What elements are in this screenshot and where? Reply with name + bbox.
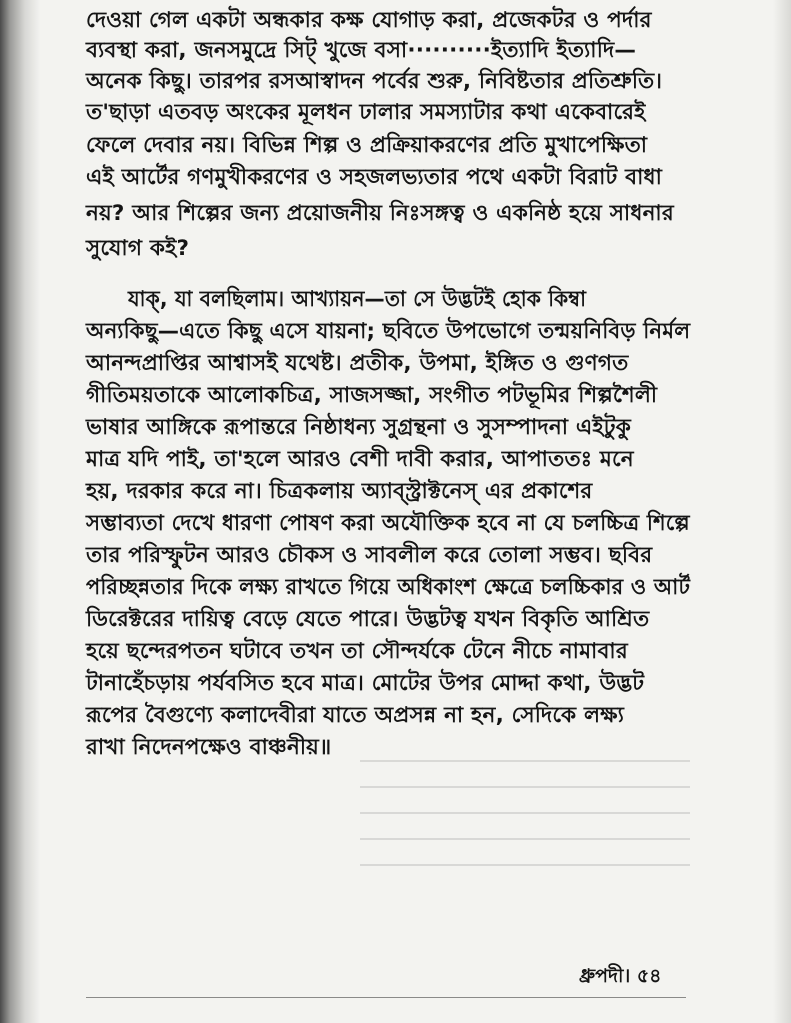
page-gutter-shadow <box>0 0 40 1023</box>
text-line: এই আর্টের গণমুখীকরণের ও সহজলভ্যতার পথে একটা বিরাট বাধা <box>86 165 663 190</box>
text-line: হয়ে ছন্দেরপতন ঘটাবে তখন তা সৌন্দর্যকে টেনে নীচে নামাবার <box>86 639 628 664</box>
page-footer: ধ্রুপদী। ৫৪ <box>579 965 662 987</box>
text-line: গীতিময়তাকে আলোকচিত্র, সাজসজ্জা, সংগীত পটভূমির শিল্পশৈলী <box>86 383 658 408</box>
text-line: সুযোগ কই? <box>86 236 190 261</box>
text-line: অনেক কিছু। তারপর রসআস্বাদন পর্বের শুরু, নিবিষ্টতার প্রতিশ্রুতি। <box>86 69 663 94</box>
bottom-rule <box>86 997 686 998</box>
text-line: মাত্র যদি পাই, তা'হলে আরও বেশী দাবী করার, আপাততঃ মনে <box>86 447 634 472</box>
text-line: ভাষার আঙ্গিকে রূপান্তরে নিষ্ঠাধন্য সুগ্রন্থনা ও সুসম্পাদনা এইটুকু <box>86 415 631 440</box>
text-line: টানাহেঁচড়ায় পর্যবসিত হবে মাত্র। মোটের উপর মোদ্দা কথা, উদ্ভট <box>86 671 645 696</box>
text-line: তার পরিস্ফুটন আরও চৌকস ও সাবলীল করে তোলা সম্ভব। ছবির <box>86 543 653 568</box>
text-line: পরিচ্ছন্নতার দিকে লক্ষ্য রাখতে গিয়ে অধিকাংশ ক্ষেত্রে চলচ্চিকার ও আর্ট <box>86 575 691 600</box>
text-line: হয়, দরকার করে না। চিত্রকলায় অ্যাব্স্ট্রাক্টনেস্ এর প্রকাশের <box>86 479 593 504</box>
text-line: অন্যকিছু—এতে কিছু এসে যায়না; ছবিতে উপভোগে তন্ময়নিবিড় নির্মল <box>86 319 691 344</box>
text-line: নয়? আর শিল্পের জন্য প্রয়োজনীয় নিঃসঙ্গত্ব ও একনিষ্ঠ হয়ে সাধনার <box>86 201 674 226</box>
text-line: আনন্দপ্রাপ্তির আশ্বাসই যথেষ্ট। প্রতীক, উপমা, ইঙ্গিত ও গুণগত <box>86 351 629 376</box>
text-line: সম্ভাব্যতা দেখে ধারণা পোষণ করা অযৌক্তিক হবে না যে চলচ্চিত্র শিল্পে <box>86 511 690 536</box>
text-line: রূপের বৈগুণ্যে কলাদেবীরা যাতে অপ্রসন্ন না হন, সেদিকে লক্ষ্য <box>86 703 625 728</box>
text-line: ডিরেক্টরের দায়িত্ব বেড়ে যেতে পারে। উদ্ভটত্ব যখন বিকৃতি আশ্রিত <box>86 607 650 632</box>
text-line: ত'ছাড়া এতবড় অংকের মূলধন ঢালার সমস্যাটার কথা একেবারেই <box>86 100 646 125</box>
text-line: ফেলে দেবার নয়। বিভিন্ন শিল্প ও প্রক্রিয়াকরণের প্রতি মুখাপেক্ষিতা <box>86 133 648 158</box>
text-line: রাখা নিদেনপক্ষেও বাঞ্চনীয়॥ <box>86 735 332 760</box>
text-line: দেওয়া গেল একটা অন্ধকার কক্ষ যোগাড় করা, প্রজেকটর ও পর্দার <box>86 8 652 33</box>
text-line: ব্যবস্থা করা, জনসমুদ্রে সিট্ খুজে বসা··········ইত্যাদি ইত্যাদি— <box>86 38 637 63</box>
show-through-text <box>360 760 690 900</box>
page-edge-shade <box>773 0 791 1023</box>
paragraph-first-line: যাক্, যা বলছিলাম। আখ্যায়ন—তা সে উদ্ভটই হোক কিম্বা <box>128 287 587 312</box>
